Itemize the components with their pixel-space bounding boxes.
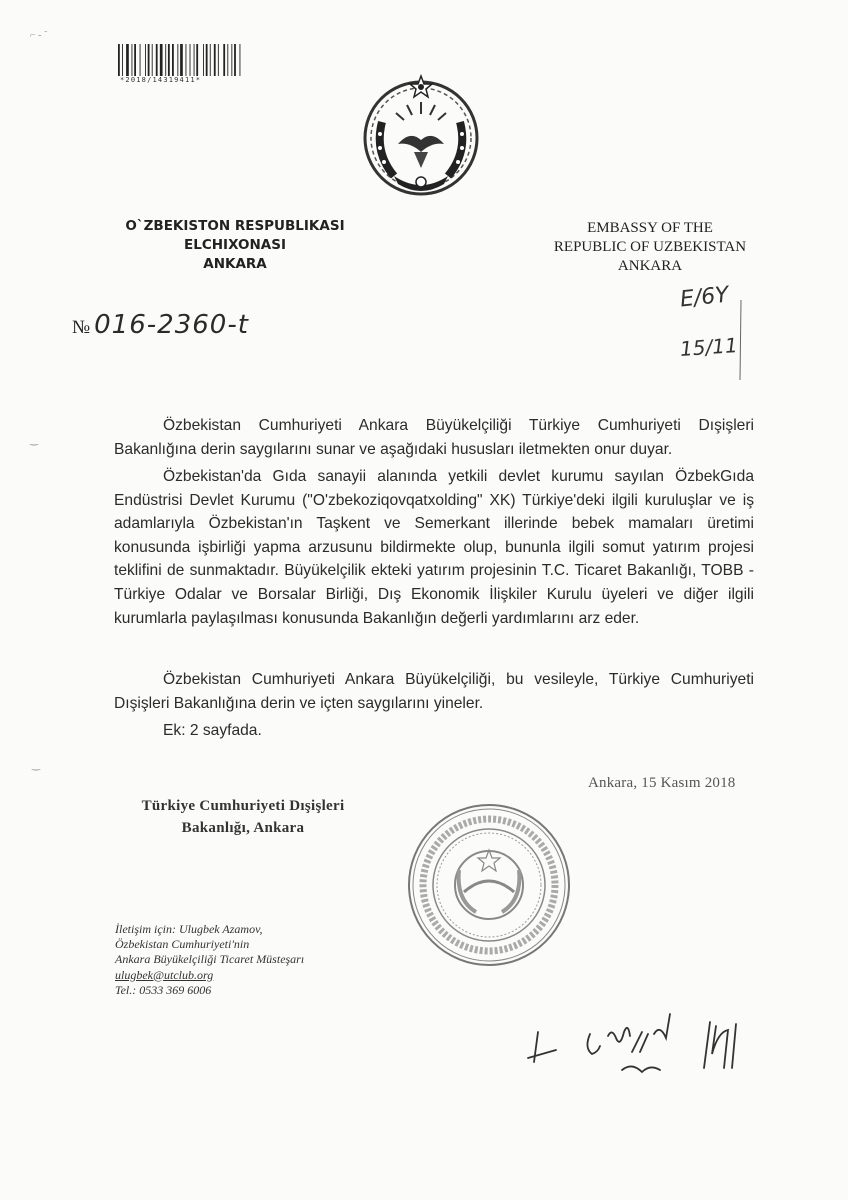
contact-phone: Tel.: 0533 369 6006	[115, 982, 212, 997]
addressee-block	[108, 795, 378, 839]
header-right-line: REPUBLIC OF UZBEKISTAN	[553, 239, 747, 255]
body-paragraph: Özbekistan Cumhuriyeti Ankara Büyükelçiliği Türkiye Cumhuriyeti Dışişleri Bakanlığına derin saygılarını sunar ve aşağıdaki hususları iletmekten onur duyar.	[114, 417, 754, 458]
header-left-line: O`ZBEKISTON RESPUBLIKASI	[125, 218, 345, 234]
handwritten-margin-date: 15/11	[679, 333, 739, 361]
barcode-bar	[148, 44, 150, 76]
barcode-bar	[227, 44, 228, 76]
barcode-bars	[118, 44, 278, 76]
barcode-bar	[165, 44, 166, 76]
document-number-prefix: №	[72, 317, 91, 338]
addressee-line: Türkiye Cumhuriyeti Dışişleri	[141, 798, 345, 814]
barcode-bar	[160, 44, 163, 76]
barcode-bar	[186, 44, 187, 76]
barcode	[118, 44, 278, 84]
barcode-bar	[206, 44, 208, 76]
barcode-bar	[203, 44, 204, 76]
body-paragraph: Özbekistan'da Gıda sanayii alanında yetkili devlet kurumu sayılan ÖzbekGıda Endüstrisi Devlet Kurumu ("O'zbekoziqovqatxolding" XK) Türkiye'deki ilgili kuruluşlar ve iş adamlarıyla Özbekistan'ın Taşkent ve Semerkant illerinde bebek mamaları üretimi konusunda işbirliği yapma arzusunu bildirmekte olup, bununla ilgili somut yatırım projesi teklifini de sunmaktadır. Büyükelçilik ekteki yatırım projesinin T.C. Ticaret Bakanlığı, TOBB - Türkiye Odalar ve Borsalar Birliği, Dış Ekonomik İlişkiler Kurulu üyeleri ve diğer ilgili kurumlarla paylaşılması konusunda Bakanlığın değerli yardımlarını arz eder.	[114, 468, 754, 627]
header-left-line: ANKARA	[203, 256, 267, 272]
barcode-bar	[210, 44, 211, 76]
barcode-bar	[180, 44, 183, 76]
contact-line: Özbekistan Cumhuriyeti'nin	[115, 937, 250, 952]
barcode-bar	[194, 44, 195, 76]
barcode-bar	[118, 44, 120, 76]
barcode-bar	[122, 44, 123, 76]
barcode-number: *2018/14319411*	[120, 76, 202, 84]
barcode-bar	[177, 44, 178, 76]
header-left-line: ELCHIXONASI	[184, 237, 286, 253]
barcode-bar	[168, 44, 170, 76]
barcode-bar	[132, 44, 133, 76]
handwritten-signature-icon	[520, 992, 770, 1082]
contact-block	[115, 922, 304, 998]
embassy-seal-icon	[404, 800, 574, 970]
header-right-block	[500, 219, 800, 276]
contact-line: Ankara Büyükelçiliği Ticaret Müsteşarı	[115, 952, 305, 967]
barcode-bar	[231, 44, 232, 76]
barcode-bar	[214, 44, 216, 76]
barcode-bar	[172, 44, 174, 76]
barcode-bar	[126, 44, 129, 76]
body-paragraph: Özbekistan Cumhuriyeti Ankara Büyükelçiliği, bu vesileyle, Türkiye Cumhuriyeti Dışişleri Bakanlığına derin ve içten saygılarını yineler.	[114, 671, 754, 712]
header-right-line: ANKARA	[617, 258, 683, 274]
addressee-line: Bakanlığı, Ankara	[181, 820, 305, 836]
document-number-value: 016-2360-t	[94, 310, 249, 340]
barcode-bar	[152, 44, 153, 76]
enclosure-note: Ek: 2 sayfada.	[163, 722, 262, 739]
barcode-bar	[134, 44, 136, 76]
uzbekistan-state-emblem-icon	[360, 72, 482, 200]
contact-email-link[interactable]: ulugbek@utclub.org	[115, 967, 214, 982]
barcode-bar	[218, 44, 219, 76]
margin-line	[738, 300, 744, 380]
barcode-bar	[234, 44, 236, 76]
handwritten-margin-note: E/6Y	[678, 282, 730, 313]
barcode-bar	[145, 44, 146, 76]
barcode-bar	[140, 44, 141, 76]
contact-line: İletişim için: Ulugbek Azamov,	[115, 922, 263, 936]
document-number	[72, 310, 249, 340]
header-right-line: EMBASSY OF THE	[587, 220, 713, 236]
scan-mark: ‿	[32, 760, 41, 771]
scan-mark: ‿	[30, 435, 39, 446]
document-date: Ankara, 15 Kasım 2018	[588, 775, 736, 791]
barcode-bar	[223, 44, 225, 76]
barcode-bar	[156, 44, 158, 76]
scan-mark: ⌐ - ˜	[30, 30, 48, 41]
header-left-block	[70, 217, 400, 274]
barcode-bar	[190, 44, 191, 76]
barcode-bar	[240, 44, 241, 76]
barcode-bar	[196, 44, 198, 76]
